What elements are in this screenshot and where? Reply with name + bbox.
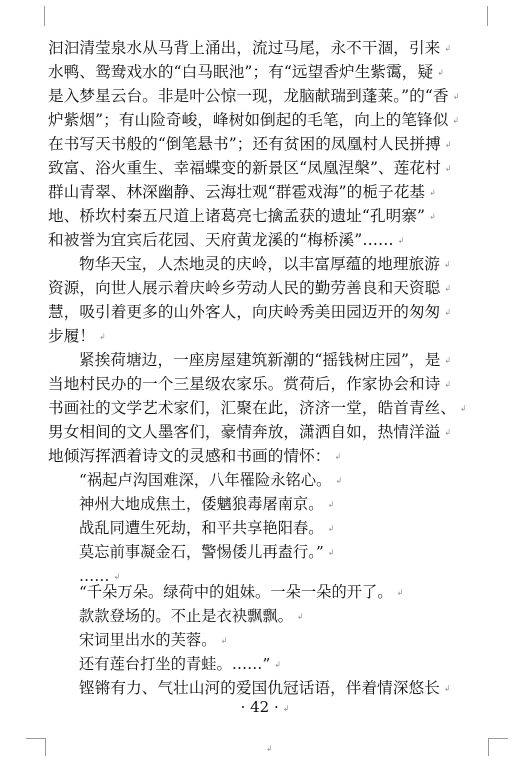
- text-line: 炉紫烟”；有山险奇峻，峰树如倒起的毛笔，向上的笔锋似 ↲: [48, 111, 460, 129]
- text-line: 群山青翠、林深幽静、云海壮观“群雹戏海”的栀子花基 ↲: [48, 183, 436, 201]
- text-line: 铿锵有力、气壮山河的爱国仇冠话语，伴着情深悠长 ↲: [79, 679, 451, 697]
- paragraph-mark-icon: ↲: [334, 452, 342, 461]
- paragraph-mark-icon: ↲: [429, 212, 436, 221]
- text-line: 当地村民办的一个三星级农家乐。赏荷后，作家协会和诗 ↲: [48, 375, 452, 393]
- crop-mark-bottom-right-vertical: [488, 738, 489, 756]
- paragraph-mark-icon: ↲: [335, 476, 343, 485]
- crop-mark-bottom-right-horizontal: [488, 738, 508, 739]
- poem-line: “祸起卢沟国难深，八年罹险永铭心。 ↲: [79, 471, 343, 489]
- text-line: 水鸭、鸳鸯戏水的“白马眠池”；有“远望香炉生紫霭，疑 ↲: [48, 63, 444, 81]
- crop-mark-top-left: [44, 6, 45, 26]
- text-line: 资源，向世人展示着庆岭乡劳动人民的勤劳善良和天资聪 ↲: [48, 279, 452, 297]
- paragraph-mark-icon: ↲: [327, 500, 335, 509]
- poem-line: “千朵万朵。绿荷中的姐妹。一朵一朵的开了。 ↲: [79, 583, 404, 601]
- text-line: 在书写天书般的“倒笔悬书”；还有贫困的凤凰村人民拼搏 ↲: [48, 135, 452, 153]
- paragraph-mark-icon: ↲: [444, 140, 452, 149]
- poem-line: 战乱同遭生死劫，和平共享艳阳春。 ↲: [79, 519, 335, 537]
- text-line: 物华天宝，人杰地灵的庆岭，以丰富厚蕴的地理旅游 ↲: [79, 255, 451, 273]
- ellipsis-line: …… ↲: [79, 567, 121, 585]
- page-number: · 42 · ↲: [240, 698, 290, 716]
- paragraph-mark-icon: ↲: [444, 380, 452, 389]
- paragraph-mark-icon: ↲: [397, 236, 405, 245]
- text-line: 紧挨荷塘边，一座房屋建筑新潮的“摇钱树庄园”，是 ↲: [79, 351, 452, 369]
- paragraph-mark-icon: ↲: [444, 284, 452, 293]
- paragraph-mark-icon: ↲: [444, 308, 452, 317]
- paragraph-mark-icon: ↲: [429, 188, 436, 197]
- paragraph-mark-icon: ↲: [282, 703, 290, 713]
- paragraph-mark-icon: ↲: [327, 524, 335, 533]
- paragraph-mark-icon: ↲: [452, 92, 460, 101]
- paragraph-mark-icon: ↲: [327, 548, 335, 557]
- text-line: 和被誉为宜宾后花园、天府黄龙溪的“梅桥溪”…… ↲: [48, 231, 405, 249]
- paragraph-mark-icon: ↲: [99, 332, 106, 341]
- paragraph-mark-icon: ↲: [274, 660, 282, 669]
- paragraph-mark-icon: ↲: [437, 68, 444, 77]
- paragraph-mark-icon: ↲: [396, 588, 404, 597]
- poem-line: 神州大地成焦土，倭魑狼毒屠南京。 ↲: [79, 495, 335, 513]
- paragraph-mark-icon: ↲: [113, 572, 121, 581]
- paragraph-mark-icon: ↲: [443, 684, 451, 693]
- poem-line: 宋词里出水的芙蓉。 ↲: [79, 631, 228, 649]
- paragraph-mark-icon: ↲: [220, 636, 228, 645]
- crop-mark-bottom-left-vertical: [45, 738, 46, 756]
- paragraph-mark-icon: ↲: [444, 356, 452, 365]
- text-line: 地倾泻挥洒着诗文的灵感和书画的情怀： ↲: [48, 447, 342, 465]
- text-line: 致富、浴火重生、幸福蝶变的新景区“凤凰涅槃”、莲花村 ↲: [48, 159, 452, 177]
- paragraph-mark-icon: ↲: [297, 612, 304, 621]
- text-line: 慧，吸引着更多的山外客人，向庆岭秀美田园迈开的匆匆 ↲: [48, 303, 452, 321]
- paragraph-mark-icon: ↲: [452, 116, 460, 125]
- crop-mark-top-right: [487, 6, 488, 26]
- text-line: 汩汩清莹泉水从马背上涌出，流过马尾，永不干涸，引来 ↲: [48, 39, 452, 57]
- paragraph-mark-icon: ↲: [444, 428, 452, 437]
- text-line: 书画社的文学艺术家们，汇聚在此，济济一堂，皓首青丝、 ↲: [48, 399, 467, 417]
- text-line: 男女相间的文人墨客们，豪情奔放，潇洒自如，热情洋溢 ↲: [48, 423, 452, 441]
- text-line: 步履！ ↲: [48, 327, 106, 345]
- text-line: 地、桥坎村秦五尺道上诸葛亮七擒孟获的遗址“孔明寨” ↲: [48, 207, 436, 225]
- crop-mark-bottom-left-horizontal: [26, 738, 46, 739]
- paragraph-mark-icon: ↲: [460, 404, 467, 413]
- text-line: 是入梦星云台。非是叶公惊一现，龙脑献瑞到蓬莱。”的“香 ↲: [48, 87, 460, 105]
- paragraph-mark-icon: ↲: [444, 164, 452, 173]
- paragraph-mark-icon: ↲: [444, 44, 452, 53]
- poem-line: 款款登场的。不止是衣袂飘飘。 ↲: [79, 607, 304, 625]
- paragraph-mark-icon: ↲: [266, 744, 273, 753]
- paragraph-mark-icon: ↲: [443, 260, 451, 269]
- poem-line: 莫忘前事凝金石，警惕倭儿再盍行。” ↲: [79, 543, 335, 561]
- poem-line: 还有莲台打坐的青蛙。……” ↲: [79, 655, 282, 673]
